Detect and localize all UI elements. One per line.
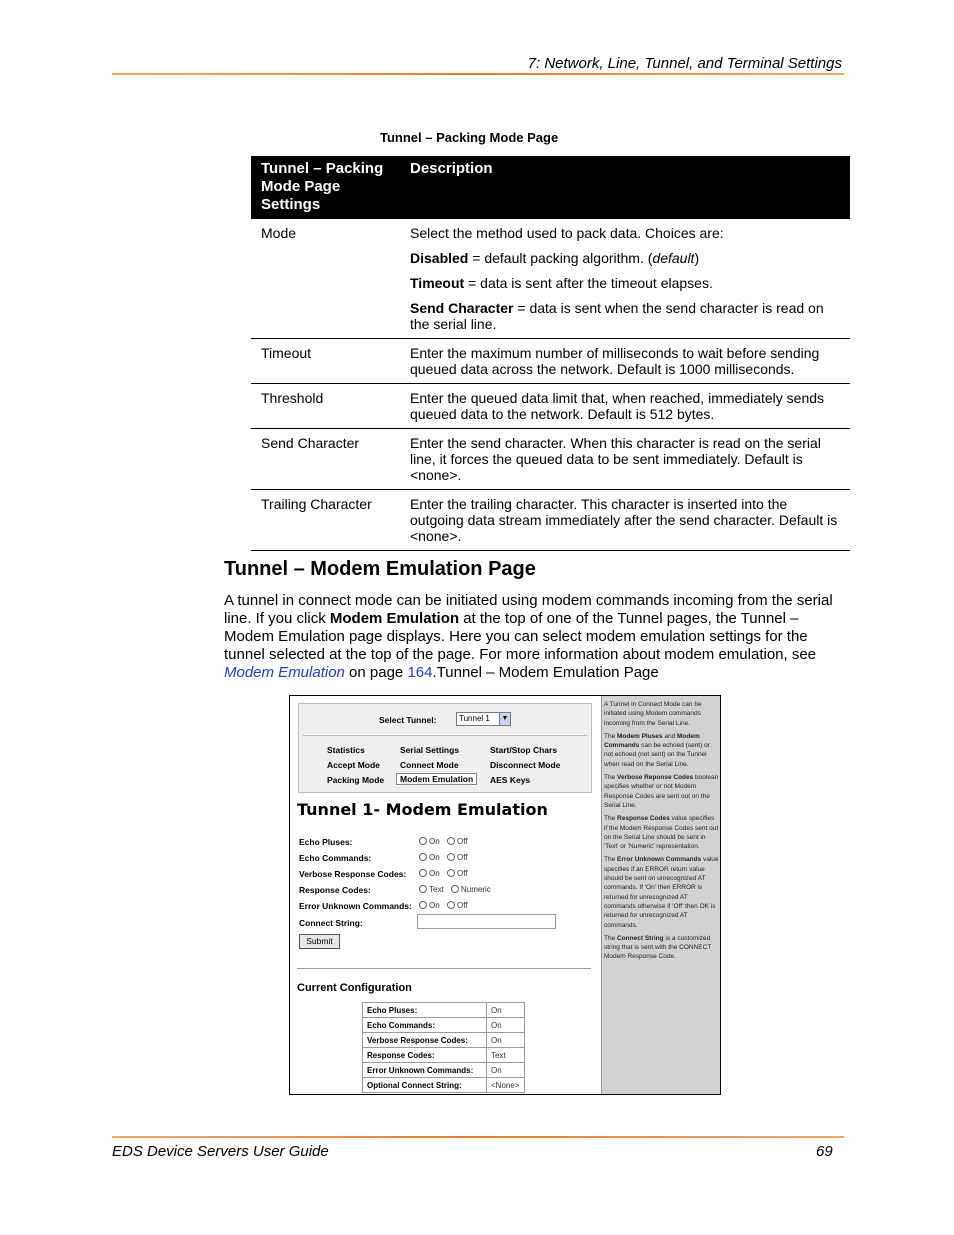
help-text: The (604, 732, 618, 740)
mode-choice (410, 300, 844, 332)
nav-disconnect-mode[interactable]: Disconnect Mode (490, 760, 561, 770)
description-cell: Enter the maximum number of milliseconds to wait before sending queued data across the network. Default is 1000 milliseconds. (403, 339, 850, 384)
tunnel-nav-panel (298, 703, 592, 793)
config-key: Optional Connect String: (363, 1078, 487, 1093)
packing-mode-settings-table (251, 156, 850, 551)
nav-aes-keys[interactable]: AES Keys (490, 775, 531, 785)
running-header: 7: Network, Line, Tunnel, and Terminal Settings (527, 55, 842, 72)
column-header-description: Description (403, 156, 850, 219)
config-value: On (487, 1018, 525, 1033)
form-divider (297, 968, 591, 969)
table-row (251, 339, 850, 384)
nav-statistics[interactable]: Statistics (327, 745, 365, 755)
table-row (251, 219, 850, 339)
config-key: Response Codes: (363, 1048, 487, 1063)
option-label: Text (429, 885, 444, 894)
help-paragraph (604, 934, 719, 962)
page-link[interactable]: 164 (407, 664, 433, 681)
config-key: Echo Commands: (363, 1018, 487, 1033)
table-header-row (251, 156, 850, 219)
radio-icon[interactable] (419, 853, 427, 861)
help-paragraph (604, 855, 719, 929)
choice-after: ) (694, 250, 700, 266)
response-codes-numeric[interactable] (451, 885, 491, 894)
radio-icon[interactable] (447, 901, 455, 909)
table-row (363, 1033, 525, 1048)
description-cell: Enter the send character. When this character is read on the serial line, it forces the queued data to be sent immediately. Default is <none>. (403, 429, 850, 490)
choice-text: = data is sent after the timeout elapses. (464, 275, 713, 291)
help-term: Modem Commands (604, 732, 700, 750)
verbose-response-off[interactable] (447, 869, 468, 878)
option-label: Off (457, 837, 468, 846)
echo-pluses-label: Echo Pluses: (299, 837, 353, 847)
help-paragraph (604, 773, 719, 810)
current-configuration-heading: Current Configuration (297, 982, 412, 994)
para-text: on page (344, 664, 408, 681)
choice-text: = data is sent when the send character is read on the serial line. (410, 300, 824, 332)
modem-emulation-link[interactable]: Modem Emulation (224, 664, 345, 681)
setting-cell: Mode (251, 219, 403, 339)
table-row (363, 1003, 525, 1018)
setting-cell: Threshold (251, 384, 403, 429)
option-label: Off (457, 853, 468, 862)
help-sidebar (601, 696, 721, 1094)
error-unknown-on[interactable] (419, 901, 440, 910)
help-text: is a customized string that is sent with the CONNECT Modem Response Code. (604, 934, 712, 961)
footer-guide-title: EDS Device Servers User Guide (112, 1143, 329, 1160)
radio-icon[interactable] (447, 837, 455, 845)
verbose-response-on[interactable] (419, 869, 440, 878)
connect-string-input[interactable] (417, 914, 556, 929)
screenshot-page-title: Tunnel 1- Modem Emulation (297, 800, 548, 819)
help-text: The (604, 815, 618, 823)
help-term: Connect String (617, 934, 664, 942)
description-cell (403, 219, 850, 339)
echo-commands-on[interactable] (419, 853, 440, 862)
option-label: Numeric (461, 885, 491, 894)
option-label: On (429, 901, 440, 910)
nav-start-stop-chars[interactable]: Start/Stop Chars (490, 745, 558, 755)
help-text: The (604, 856, 618, 864)
select-tunnel-label: Select Tunnel: (379, 715, 437, 725)
para-text: A tunnel in connect mode can be initiated using modem commands incoming from the serial line. If you click (224, 592, 833, 627)
radio-icon[interactable] (419, 885, 427, 893)
help-text: value specifies if the Modem Response Codes sent out on the Serial Line should be sent in 'Text' or 'Numeric' representation. (604, 815, 719, 851)
radio-icon[interactable] (419, 901, 427, 909)
help-term: Response Codes (617, 815, 670, 823)
option-label: Off (457, 901, 468, 910)
table-row (363, 1078, 525, 1093)
help-term: Error Unknown Commands (617, 856, 702, 864)
para-text: .Tunnel – Modem Emulation Page (432, 664, 659, 681)
setting-cell: Trailing Character (251, 490, 403, 551)
help-paragraph (604, 814, 719, 851)
choice-italic: default (652, 250, 695, 266)
chevron-down-icon[interactable]: ▼ (499, 713, 510, 725)
config-key: Echo Pluses: (363, 1003, 487, 1018)
table-row (251, 384, 850, 429)
table-row (363, 1018, 525, 1033)
header-rule (112, 73, 844, 75)
error-unknown-off[interactable] (447, 901, 468, 910)
help-paragraph (604, 732, 719, 769)
help-term: Modem Pluses (617, 732, 663, 740)
config-value: On (487, 1003, 525, 1018)
option-label: On (429, 837, 440, 846)
response-codes-label: Response Codes: (299, 885, 371, 895)
help-text: value specifies if an ERROR return value should be sent on unrecognized AT commands. If 'On' then ERROR is returned for unrecognized AT commands otherwise if 'Off' then OK is returned for unrecognized AT commands. (604, 856, 719, 929)
config-key: Error Unknown Commands: (363, 1063, 487, 1078)
error-unknown-label: Error Unknown Commands: (299, 901, 412, 911)
option-label: Off (457, 869, 468, 878)
config-key: Verbose Response Codes: (363, 1033, 487, 1048)
section-heading: Tunnel – Modem Emulation Page (224, 558, 536, 580)
submit-button[interactable]: Submit (299, 934, 340, 949)
help-text: The (604, 934, 618, 942)
nav-modem-emulation[interactable]: Modem Emulation (396, 773, 477, 785)
choice-term: Disabled (410, 250, 469, 266)
config-value: On (487, 1033, 525, 1048)
help-text: can be echoed (sent) or not echoed (not sent) on the Tunnel when read on the Serial Line. (604, 742, 710, 768)
section-paragraph (224, 592, 848, 682)
radio-icon[interactable] (419, 869, 427, 877)
modem-emulation-screenshot (289, 695, 721, 1095)
response-codes-text[interactable] (419, 885, 444, 894)
help-text: The (604, 774, 618, 782)
table-caption: Tunnel – Packing Mode Page (380, 130, 559, 145)
choice-term: Timeout (410, 275, 465, 291)
current-configuration-table (362, 1002, 525, 1093)
help-term: Verbose Reponse Codes (617, 774, 694, 782)
mode-intro: Select the method used to pack data. Choices are: (410, 225, 724, 241)
choice-term: Send Character (410, 300, 514, 316)
table-row (251, 429, 850, 490)
mode-choice (410, 275, 844, 291)
mode-choice (410, 250, 844, 266)
nav-divider (303, 735, 587, 736)
verbose-response-label: Verbose Response Codes: (299, 869, 407, 879)
table-row (363, 1048, 525, 1063)
setting-cell: Timeout (251, 339, 403, 384)
description-cell: Enter the queued data limit that, when reached, immediately sends queued data to the network. Default is 512 bytes. (403, 384, 850, 429)
config-value: Text (487, 1048, 525, 1063)
radio-icon[interactable] (419, 837, 427, 845)
description-cell: Enter the trailing character. This character is inserted into the outgoing data stream immediately after the send character. Default is <none>. (403, 490, 850, 551)
tunnel-select[interactable] (456, 712, 511, 726)
echo-commands-off[interactable] (447, 853, 468, 862)
setting-cell: Send Character (251, 429, 403, 490)
config-value: On (487, 1063, 525, 1078)
choice-text: = default packing algorithm. ( (468, 250, 653, 266)
column-header-setting: Tunnel – Packing Mode Page Settings (251, 156, 403, 219)
para-text: at the top of one of the Tunnel pages, the Tunnel – Modem Emulation page displays. Here you can select modem emulation settings for the tunnel selected at the top of the page. For more information about modem emulation, see (224, 610, 817, 663)
table-row (251, 490, 850, 551)
option-label: On (429, 853, 440, 862)
config-value: <None> (487, 1078, 525, 1093)
option-label: On (429, 869, 440, 878)
help-paragraph: A Tunnel in Connect Mode can be initiated using Modem commands incoming from the Serial Line. (604, 701, 702, 727)
help-text: boolean specifies whether or not Modem Response Codes are sent out on the Serial Line. (604, 774, 719, 809)
nav-serial-settings[interactable]: Serial Settings (400, 745, 460, 755)
echo-pluses-off[interactable] (447, 837, 468, 846)
connect-string-label: Connect String: (299, 918, 363, 928)
radio-icon[interactable] (451, 885, 459, 893)
help-text: and (662, 732, 677, 740)
radio-icon[interactable] (447, 853, 455, 861)
nav-packing-mode[interactable]: Packing Mode (327, 775, 385, 785)
echo-commands-label: Echo Commands: (299, 853, 372, 863)
echo-pluses-on[interactable] (419, 837, 440, 846)
para-bold: Modem Emulation (329, 610, 460, 627)
nav-connect-mode[interactable]: Connect Mode (400, 760, 459, 770)
table-row (363, 1063, 525, 1078)
page-number: 69 (816, 1143, 833, 1160)
footer-rule (112, 1136, 844, 1138)
radio-icon[interactable] (447, 869, 455, 877)
tunnel-select-value: Tunnel 1 (459, 714, 490, 723)
nav-accept-mode[interactable]: Accept Mode (327, 760, 380, 770)
